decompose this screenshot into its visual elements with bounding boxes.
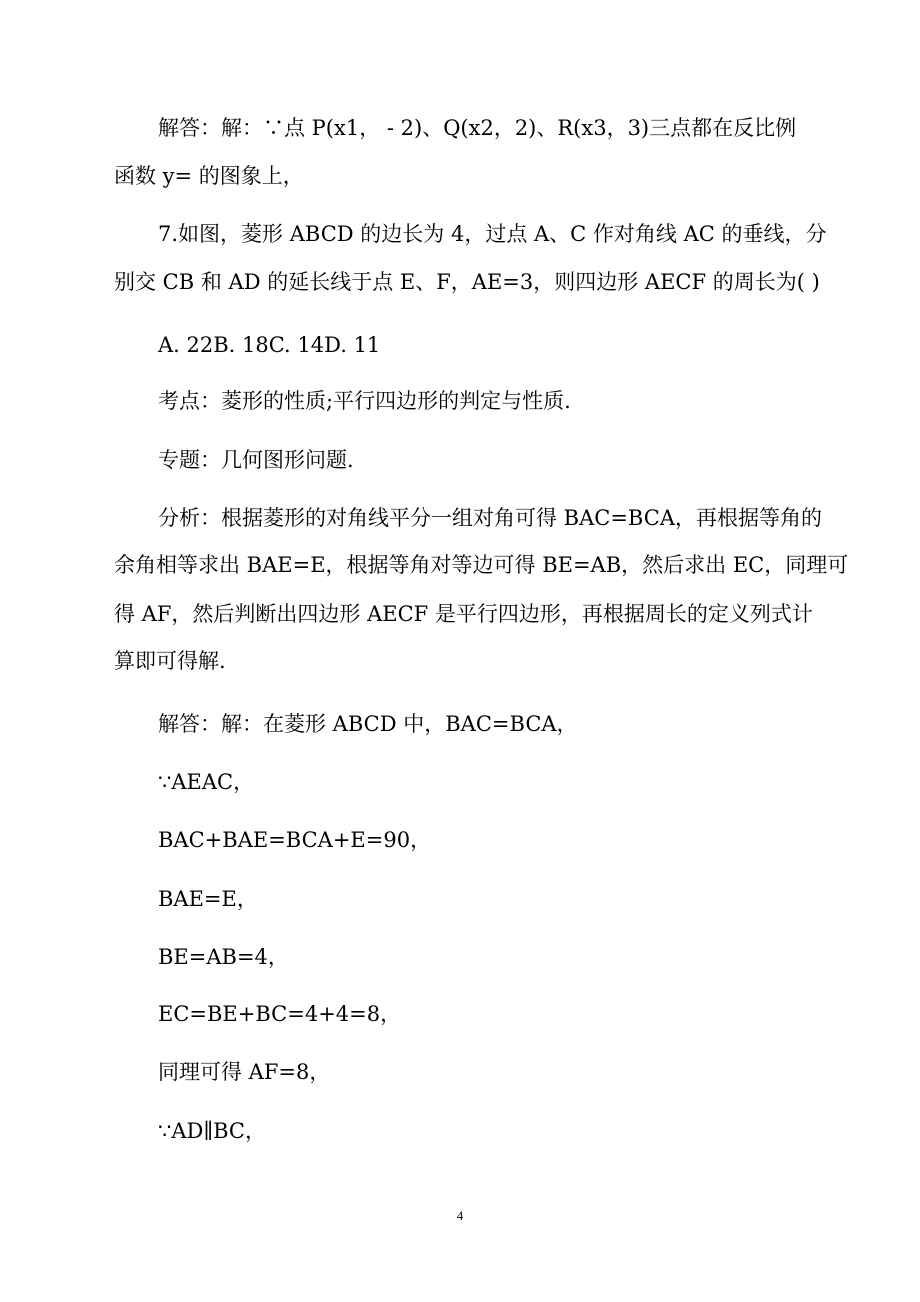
analysis-line-4: 算即可得解. (114, 649, 226, 673)
solution-line-2: ∵AEAC， (158, 770, 255, 794)
analysis-line-3: 得 AF，然后判断出四边形 AECF 是平行四边形，再根据周长的定义列式计 (114, 602, 813, 626)
solution-line-5: BE=AB=4， (158, 945, 289, 969)
text-line-function: 函数 y= 的图象上， (114, 164, 304, 188)
topic: 专题：几何图形问题. (158, 448, 354, 472)
solution-line-7: 同理可得 AF=8， (158, 1060, 331, 1084)
solution-line-4: BAE=E， (158, 887, 258, 911)
solution-line-6: EC=BE+BC=4+4=8， (158, 1002, 402, 1026)
knowledge-point: 考点：菱形的性质;平行四边形的判定与性质. (158, 389, 571, 413)
solution-line-3: BAC+BAE=BCA+E=90， (158, 828, 432, 852)
text-line-solution-intro: 解答：解：∵点 P(x1， - 2)、Q(x2，2)、R(x3，3)三点都在反比例 (158, 116, 797, 140)
analysis-line-1: 分析：根据菱形的对角线平分一组对角可得 BAC=BCA，再根据等角的 (158, 506, 822, 530)
question-7-line-1: 7.如图，菱形 ABCD 的边长为 4，过点 A、C 作对角线 AC 的垂线，分 (158, 222, 827, 246)
question-7-line-2: 别交 CB 和 AD 的延长线于点 E、F，AE=3，则四边形 AECF 的周长为( ) (114, 270, 820, 294)
solution-line-1: 解答：解：在菱形 ABCD 中，BAC=BCA， (158, 712, 578, 736)
analysis-line-2: 余角相等求出 BAE=E，根据等角对等边可得 BE=AB，然后求出 EC，同理可 (114, 553, 849, 577)
solution-line-8: ∵AD∥BC， (158, 1119, 266, 1143)
page-number: 4 (456, 1208, 464, 1223)
answer-options: A. 22B. 18C. 14D. 11 (158, 333, 381, 357)
